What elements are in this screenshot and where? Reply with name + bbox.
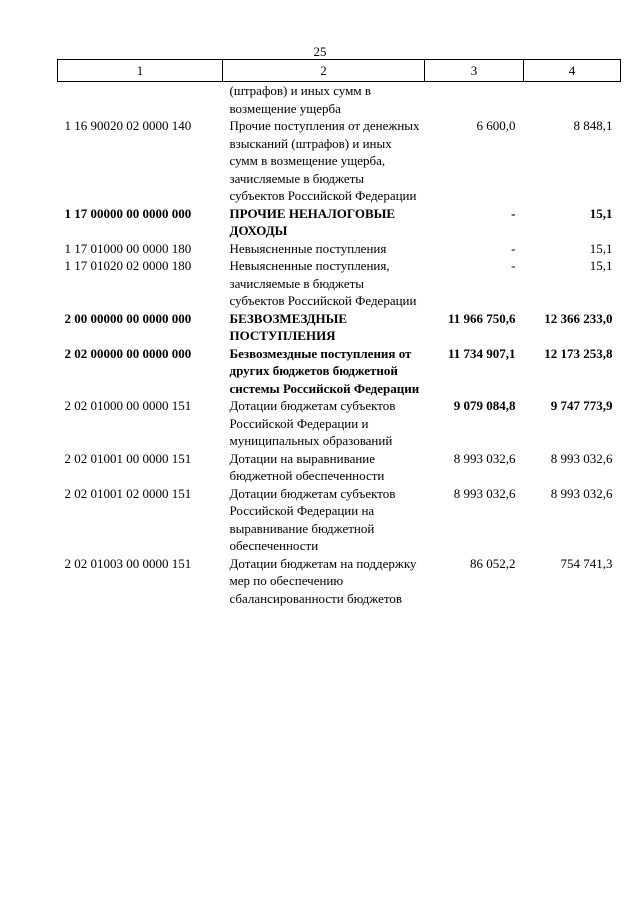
row-value-4: 12 366 233,0 bbox=[544, 310, 613, 326]
table-body bbox=[58, 82, 621, 608]
table-row bbox=[58, 82, 621, 118]
row-name: Невыясненные поступления bbox=[229, 240, 387, 256]
row-name: Безвозмездные поступления от других бюджетов бюджетной системы Российской Федерации bbox=[229, 345, 420, 396]
table-row bbox=[58, 397, 621, 450]
row-value-4: 15,1 bbox=[589, 205, 613, 221]
row-value-4: 15,1 bbox=[589, 258, 613, 273]
row-value-4: 9 747 773,9 bbox=[550, 398, 613, 413]
row-value-3 bbox=[425, 82, 524, 118]
row-value-4 bbox=[524, 82, 621, 118]
budget-table bbox=[57, 59, 621, 607]
row-value-4: 8 993 032,6 bbox=[550, 450, 613, 466]
header-row bbox=[58, 60, 621, 82]
row-value-4: 8 848,1 bbox=[573, 118, 613, 133]
row-code: 2 02 01000 00 0000 151 bbox=[64, 398, 192, 413]
column-header-4: 4 bbox=[524, 60, 621, 82]
row-code: 1 17 01020 02 0000 180 bbox=[64, 258, 192, 273]
table-row bbox=[58, 450, 621, 485]
row-name: (штрафов) и иных сумм в возмещение ущерба bbox=[229, 83, 371, 116]
row-name: ПРОЧИЕ НЕНАЛОГОВЫЕ ДОХОДЫ bbox=[229, 205, 396, 238]
row-value-3: 8 993 032,6 bbox=[453, 450, 516, 466]
row-code bbox=[58, 82, 223, 118]
row-value-3: - bbox=[511, 205, 516, 221]
table-row bbox=[58, 117, 621, 205]
row-code: 2 02 01001 02 0000 151 bbox=[64, 485, 192, 501]
table-row bbox=[58, 310, 621, 345]
row-name: Дотации бюджетам субъектов Российской Федерации на выравнивание бюджетной обеспеченности bbox=[229, 485, 396, 553]
row-value-3: - bbox=[511, 240, 516, 256]
row-code: 1 17 00000 00 0000 000 bbox=[64, 205, 192, 221]
table-row bbox=[58, 257, 621, 310]
row-code: 2 02 01003 00 0000 151 bbox=[64, 555, 192, 571]
row-name: Дотации на выравнивание бюджетной обеспеченности bbox=[229, 450, 385, 483]
table-row bbox=[58, 240, 621, 258]
row-value-3: 86 052,2 bbox=[470, 555, 516, 571]
table-row bbox=[58, 205, 621, 240]
row-value-3: 6 600,0 bbox=[476, 118, 516, 133]
row-value-4: 8 993 032,6 bbox=[550, 485, 613, 501]
row-code: 1 16 90020 02 0000 140 bbox=[64, 118, 192, 133]
row-name: Дотации бюджетам на поддержку мер по обеспечению сбалансированности бюджетов bbox=[229, 555, 417, 606]
row-value-3: 9 079 084,8 bbox=[453, 398, 516, 413]
row-code: 2 02 01001 00 0000 151 bbox=[64, 450, 192, 466]
page-number: 25 bbox=[313, 44, 327, 59]
row-value-3: 11 734 907,1 bbox=[447, 345, 516, 361]
row-code: 2 02 00000 00 0000 000 bbox=[64, 345, 192, 361]
row-name: Невыясненные поступления, зачисляемые в бюджеты субъектов Российской Федерации bbox=[229, 258, 417, 308]
row-value-4: 12 173 253,8 bbox=[544, 345, 613, 361]
row-value-3: 11 966 750,6 bbox=[447, 310, 516, 326]
column-header-3: 3 bbox=[425, 60, 524, 82]
column-header-2: 2 bbox=[223, 60, 425, 82]
table-row bbox=[58, 555, 621, 608]
row-value-4: 754 741,3 bbox=[560, 555, 613, 571]
row-code: 2 00 00000 00 0000 000 bbox=[64, 310, 192, 326]
table-row bbox=[58, 485, 621, 555]
row-code: 1 17 01000 00 0000 180 bbox=[64, 240, 192, 256]
row-value-3: 8 993 032,6 bbox=[453, 485, 516, 501]
row-name: Прочие поступления от денежных взысканий (штрафов) и иных сумм в возмещение ущерба, зачисляемые в бюджеты субъектов Российской Федерации bbox=[229, 118, 420, 203]
table-header bbox=[58, 60, 621, 82]
row-name: БЕЗВОЗМЕЗДНЫЕ ПОСТУПЛЕНИЯ bbox=[229, 310, 348, 343]
row-value-3: - bbox=[511, 258, 516, 273]
table-row bbox=[58, 345, 621, 398]
row-value-4: 15,1 bbox=[589, 240, 613, 256]
row-name: Дотации бюджетам субъектов Российской Федерации и муниципальных образований bbox=[229, 398, 396, 448]
column-header-1: 1 bbox=[58, 60, 223, 82]
